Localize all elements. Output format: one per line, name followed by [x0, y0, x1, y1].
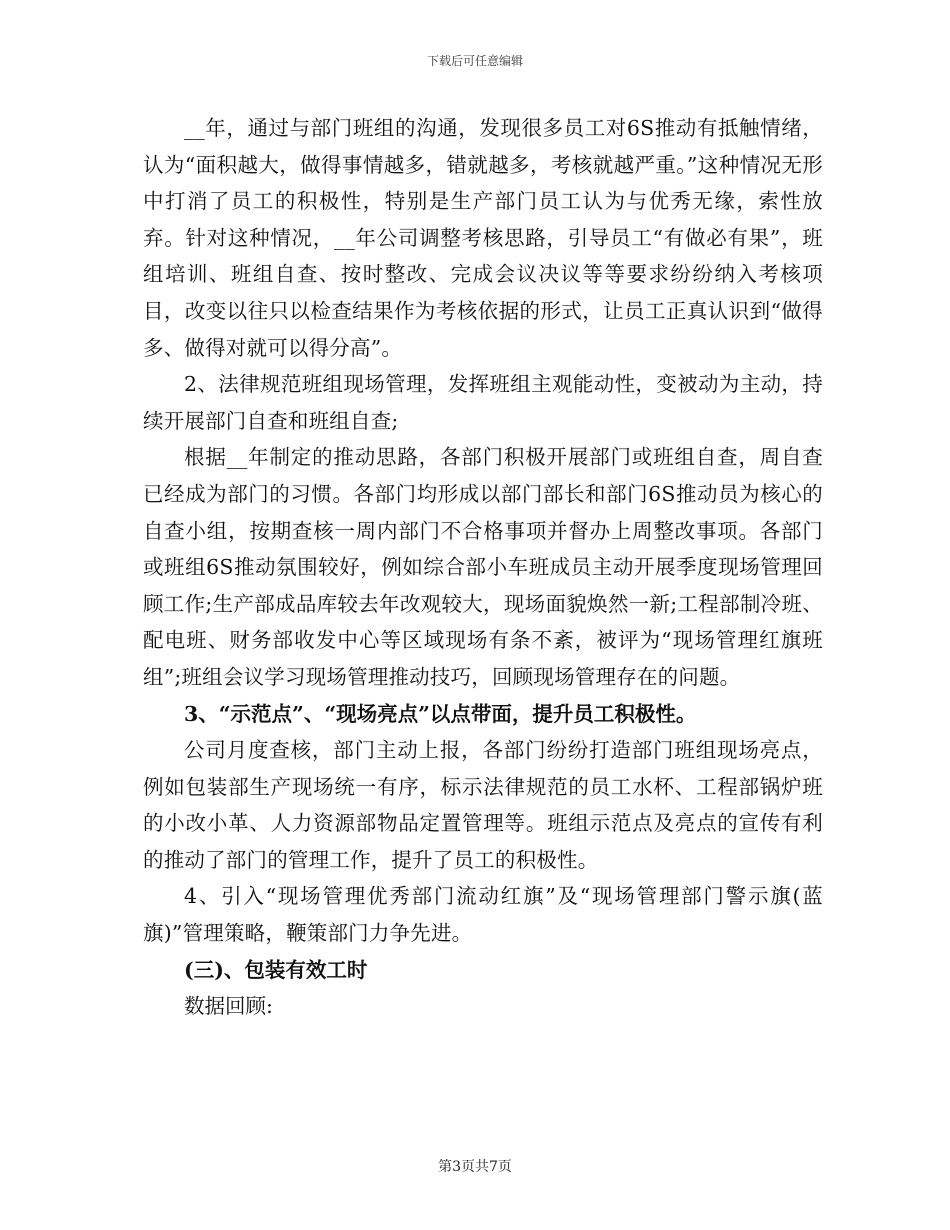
- heading-item-3: 3、“示范点”、“现场亮点”以点带面，提升员工积极性。: [184, 701, 697, 726]
- paragraph-item-4: 4、引入“现场管理优秀部门流动红旗”及“现场管理部门警示旗(蓝旗)”管理策略，鞭策部门力争先进。: [143, 884, 823, 946]
- heading-section-3: (三)、包装有效工时: [184, 957, 368, 982]
- page-number: 第3页共7页: [438, 1159, 512, 1175]
- paragraph-data-review: 数据回顾:: [184, 994, 273, 1019]
- paragraph-assessment-reform: __年，通过与部门班组的沟通，发现很多员工对6S推动有抵触情绪，认为“面积越大，做得事情越多，错就越多，考核就越严重。”这种情况无形中打消了员工的积极性，特别是生产部门员工认为与优秀无缘，索性放弃。针对这种情况，__年公司调整考核思路，引导员工“有做必有果”，班组培训、班组自查、按时整改、完成会议决议等等要求纷纷纳入考核项目，改变以往只以检查结果作为考核依据的形式，让员工正真认识到“做得多、做得对就可以得分高”。: [143, 116, 823, 360]
- paragraph-self-inspection: 根据__年制定的推动思路，各部门积极开展部门或班组自查，周自查已经成为部门的习惯。各部门均形成以部门部长和部门6S推动员为核心的自查小组，按期查核一周内部门不合格事项并督办上周整改事项。各部门或班组6S推动氛围较好，例如综合部小车班成员主动开展季度现场管理回顾工作;生产部成品库较去年改观较大，现场面貌焕然一新;工程部制冷班、配电班、财务部收发中心等区域现场有条不紊，被评为“现场管理红旗班组”;班组会议学习现场管理推动技巧，回顾现场管理存在的问题。: [143, 445, 823, 689]
- paragraph-highlights: 公司月度查核，部门主动上报，各部门纷纷打造部门班组现场亮点，例如包装部生产现场统一有序，标示法律规范的员工水杯、工程部锅炉班的小改小革、人力资源部物品定置管理等。班组示范点及亮点的宣传有利的推动了部门的管理工作，提升了员工的积极性。: [143, 738, 823, 872]
- page-header: 下载后可任意编辑: [426, 54, 523, 68]
- paragraph-item-2: 2、法律规范班组现场管理，发挥班组主观能动性，变被动为主动，持续开展部门自查和班组自查;: [143, 372, 823, 433]
- document-body: [143, 110, 823, 1025]
